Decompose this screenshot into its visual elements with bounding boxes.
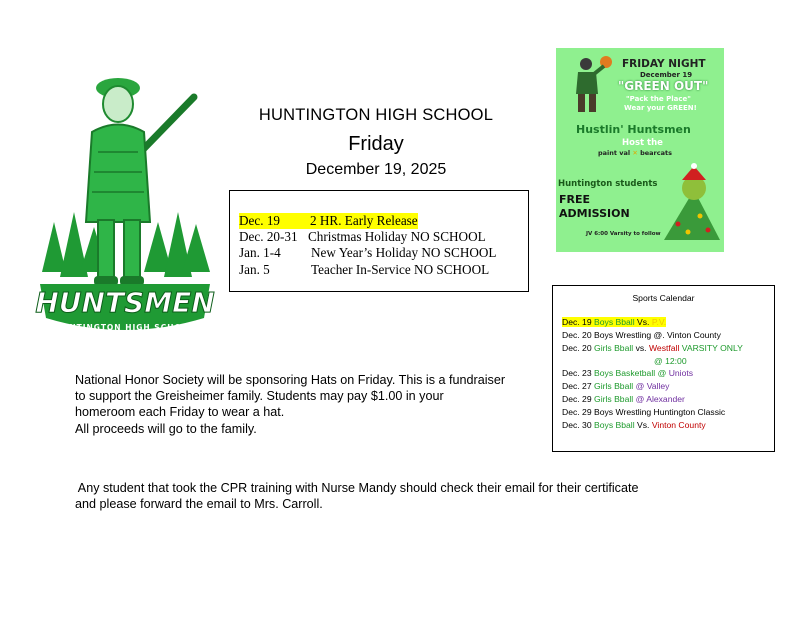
- cross-out-icon: ✕: [632, 149, 638, 157]
- sports-note: VARSITY ONLY: [681, 342, 743, 353]
- sports-line: [562, 316, 743, 329]
- sports-vs: Vs.: [637, 419, 650, 430]
- sports-calendar-title: Sports Calendar: [632, 293, 695, 303]
- sports-team: Boys Basketball: [594, 368, 656, 379]
- announcement-line: All proceeds will go to the family.: [75, 421, 257, 436]
- sports-line: Dec. 20 Boys Wrestling @. Vinton County: [562, 329, 721, 340]
- flyer-line-10: FREE: [559, 193, 591, 206]
- schedule-text: 2 HR. Early Release: [310, 213, 418, 228]
- sports-opponent: @ Valley: [635, 381, 670, 392]
- sports-line: [562, 419, 743, 432]
- flyer-line-8a: paint val: [598, 149, 631, 157]
- sports-line: [562, 342, 743, 355]
- logo-wordmark: HUNTSMEN: [35, 286, 215, 319]
- announcement-line: Any student that took the CPR training with Nurse Mandy should check their email for their certificate: [75, 481, 639, 495]
- sports-date: Dec. 27: [562, 381, 592, 392]
- sports-opponent: @ Alexander: [635, 394, 685, 405]
- schedule-row: [239, 262, 528, 278]
- sports-opponent: Uniots: [668, 368, 694, 379]
- schedule-row: [239, 213, 528, 229]
- announcement-line: homeroom each Friday to wear a hat.: [75, 405, 285, 420]
- sports-line: [562, 393, 743, 406]
- logo-subtext: HUNTINGTON HIGH SCHOOL: [54, 323, 196, 332]
- schedule-row: [239, 229, 528, 245]
- school-name: HUNTINGTON HIGH SCHOOL: [258, 106, 494, 124]
- schedule-date: Jan. 5: [239, 261, 270, 277]
- schedule-date: Jan. 1-4: [239, 245, 281, 261]
- sports-team: Girls Bball: [594, 394, 634, 405]
- sports-date: Dec. 23: [562, 368, 592, 379]
- sports-line: [562, 380, 743, 393]
- sports-team: Boys Bball: [594, 419, 635, 430]
- announcement-line: to support the Greisheimer family. Students may pay $1.00 in your: [75, 389, 444, 404]
- sports-team: Boys Bball: [594, 317, 635, 327]
- schedule-date: Dec. 19: [239, 213, 310, 229]
- green-out-flyer: [556, 48, 724, 252]
- flyer-line-9: Huntington students: [558, 179, 658, 189]
- schedule-text: Christmas Holiday NO SCHOOL: [308, 229, 486, 245]
- flyer-line-1: FRIDAY NIGHT: [622, 58, 706, 70]
- sports-line: [562, 367, 743, 380]
- flyer-line-8b: bearcats: [640, 149, 672, 157]
- schedule-text: New Year’s Holiday NO SCHOOL: [311, 245, 497, 261]
- flyer-line-6: Hustlin' Huntsmen: [576, 123, 691, 136]
- schedule-box: [229, 190, 529, 292]
- flyer-line-12: JV 6:00 Varsity to follow: [586, 231, 661, 237]
- sports-opponent: Westfall: [648, 342, 680, 353]
- sports-date: Dec. 20: [562, 342, 592, 353]
- flyer-line-8: [598, 149, 672, 157]
- sports-date: Dec. 29: [562, 394, 592, 405]
- schedule-text: Teacher In-Service NO SCHOOL: [311, 261, 490, 277]
- flyer-line-3: "GREEN OUT": [618, 79, 709, 93]
- schedule-row: [239, 245, 528, 261]
- sports-line: [562, 355, 743, 368]
- sports-vs: vs.: [635, 342, 647, 353]
- cpr-announcement: [75, 480, 715, 512]
- flyer-line-11: ADMISSION: [559, 207, 630, 220]
- sports-time: @ 12:00: [654, 355, 687, 366]
- flyer-line-5: Wear your GREEN!: [624, 104, 697, 112]
- sports-team: Girls Bball: [594, 381, 634, 392]
- sports-date: Dec. 30: [562, 419, 592, 430]
- schedule-date: Dec. 20-31: [239, 229, 298, 245]
- sports-date: Dec. 19: [562, 317, 592, 327]
- page-date: December 19, 2025: [305, 161, 447, 178]
- sports-opponent: P.V.: [651, 317, 667, 327]
- announcement-line: National Honor Society will be sponsoring Hats on Friday. This is a fundraiser: [75, 373, 506, 387]
- sports-calendar: [552, 285, 775, 452]
- sports-vs: Vs.: [637, 317, 650, 327]
- flyer-line-4: "Pack the Place": [626, 95, 691, 103]
- page-day: Friday: [348, 133, 404, 155]
- sports-at: @: [657, 368, 667, 379]
- announcement-line: and please forward the email to Mrs. Carroll.: [75, 497, 323, 512]
- grinch-tree-icon: [654, 160, 724, 244]
- sports-line: Dec. 29 Boys Wrestling Huntington Classic: [562, 406, 726, 417]
- sports-opponent: Vinton County: [651, 419, 706, 430]
- basketball-player-icon: [566, 54, 614, 118]
- nhs-announcement: [75, 372, 545, 437]
- flyer-line-2: December 19: [640, 71, 693, 79]
- sports-team: Girls Bball: [594, 342, 634, 353]
- flyer-line-7: Host the: [622, 138, 663, 148]
- huntsmen-logo: [32, 72, 218, 357]
